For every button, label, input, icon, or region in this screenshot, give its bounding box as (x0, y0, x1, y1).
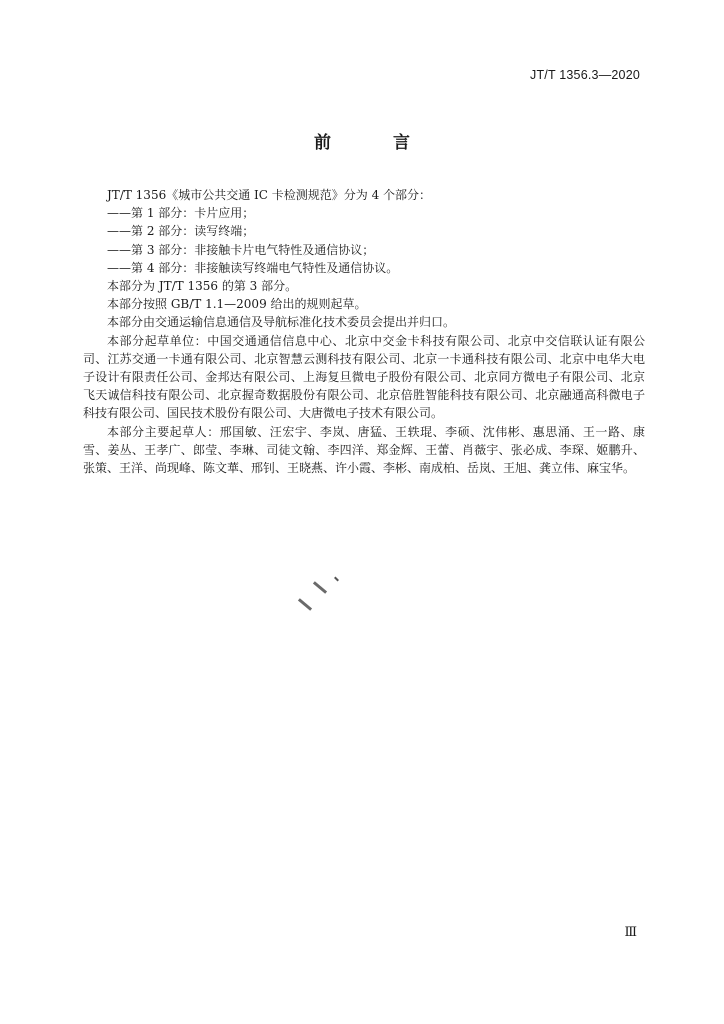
part-item-3: ——第 3 部分：非接触卡片电气特性及通信协议； (107, 242, 375, 257)
paragraph-proposer: 本部分由交通运输信息通信及导航标准化技术委员会提出并归口。 (107, 315, 456, 330)
paragraph-drafting-rules: 本部分按照 GB/T 1.1—2009 给出的规则起草。 (107, 297, 367, 312)
page-title: 前 言 (314, 133, 438, 153)
scan-artifact-tick (334, 577, 339, 582)
doc-code: JT/T 1356.3—2020 (530, 68, 640, 82)
paragraph-part-scope: 本部分为 JT/T 1356 的第 3 部分。 (107, 279, 298, 294)
paragraph-drafting-units: 本部分起草单位：中国交通通信信息中心、北京中交金卡科技有限公司、北京中交信联认证有限公司、江苏交通一卡通有限公司、北京智慧云测科技有限公司、北京一卡通科技有限公司、北京中电华大电子设计有限责任公司、金邦达有限公司、上海复旦微电子股份有限公司、北京同方微电子有限公司、北京飞天诚信科技有限公司、北京握奇数据股份有限公司、北京倍胜智能科技有限公司、北京融通高科微电子科技有限公司、国民技术股份有限公司、大唐微电子技术有限公司。 (83, 333, 645, 421)
document-body (83, 186, 645, 477)
part-item-4: ——第 4 部分：非接触读写终端电气特性及通信协议。 (107, 260, 399, 275)
paragraph-drafters: 本部分主要起草人：邢国敏、汪宏宇、李岚、唐猛、王轶琨、李硕、沈伟彬、惠思涌、王一路、康雪、姜丛、王孝广、郎莹、李琳、司徒文翰、李四洋、郑金辉、王蕾、肖薇宇、张必成、李琛、姬鹏升、张策、王洋、尚现峰、陈文華、邢钊、王晓燕、许小霞、李彬、南成柏、岳岚、王旭、龚立伟、麻宝华。 (83, 424, 645, 476)
part-item-2: ——第 2 部分：读写终端； (107, 224, 255, 239)
part-item-1: ——第 1 部分：卡片应用； (107, 206, 255, 221)
intro-paragraph: JT/T 1356《城市公共交通 IC 卡检测规范》分为 4 个部分： (107, 188, 432, 202)
scan-artifact-mark (298, 598, 312, 611)
page-number: Ⅲ (624, 925, 637, 940)
scan-artifact-mark (313, 581, 327, 594)
